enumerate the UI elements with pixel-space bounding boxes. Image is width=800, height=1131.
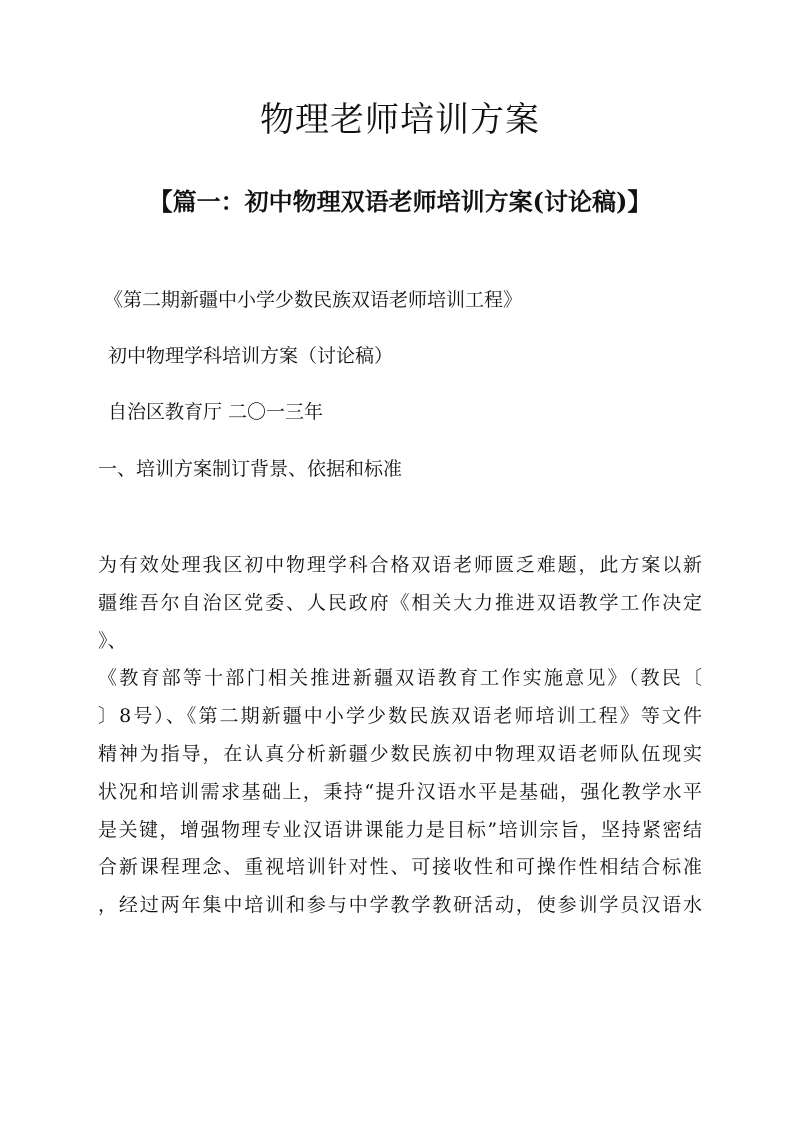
paragraph-line: ，经过两年集中培训和参与中学教学教研活动，使参训学员汉语水 (98, 894, 702, 917)
body-paragraph (98, 547, 702, 925)
paragraph-line: 为有效处理我区初中物理学科合格双语老师匮乏难题，此方案以新 (98, 554, 702, 576)
paragraph-line: 状况和培训需求基础上，秉持“提升汉语水平是基础，强化教学水平 (98, 780, 702, 803)
paragraph-line: 合新课程理念、重视培训针对性、可接收性和可操作性相结合标准 (98, 856, 702, 879)
paragraph-line: 《教育部等十部门相关推进新疆双语教育工作实施意见》（教民〔 (98, 667, 702, 690)
paragraph-line: 》、 (98, 629, 127, 652)
document-title: 物理老师培训方案 (260, 100, 540, 140)
project-name-line: 《第二期新疆中小学少数民族双语老师培训工程》 (104, 289, 523, 311)
document-subtitle: 【篇一：初中物理双语老师培训方案(讨论稿)】 (148, 187, 652, 216)
plan-name-line: 初中物理学科培训方案（讨论稿） (108, 345, 394, 367)
paragraph-line: 〕8号）、《第二期新疆中小学少数民族双语老师培训工程》等文件 (98, 705, 702, 728)
paragraph-line: 疆维吾尔自治区党委、人民政府《相关大力推进双语教学工作决定 (98, 591, 702, 614)
section-heading: 一、培训方案制订背景、依据和标准 (98, 458, 403, 480)
paragraph-line: 精神为指导，在认真分析新疆少数民族初中物理双语老师队伍现实 (98, 742, 702, 765)
paragraph-line: 是关键，增强物理专业汉语讲课能力是目标”培训宗旨，坚持紧密结 (98, 818, 702, 841)
issuer-date-line: 自治区教育厅 二〇一三年 (108, 401, 324, 423)
